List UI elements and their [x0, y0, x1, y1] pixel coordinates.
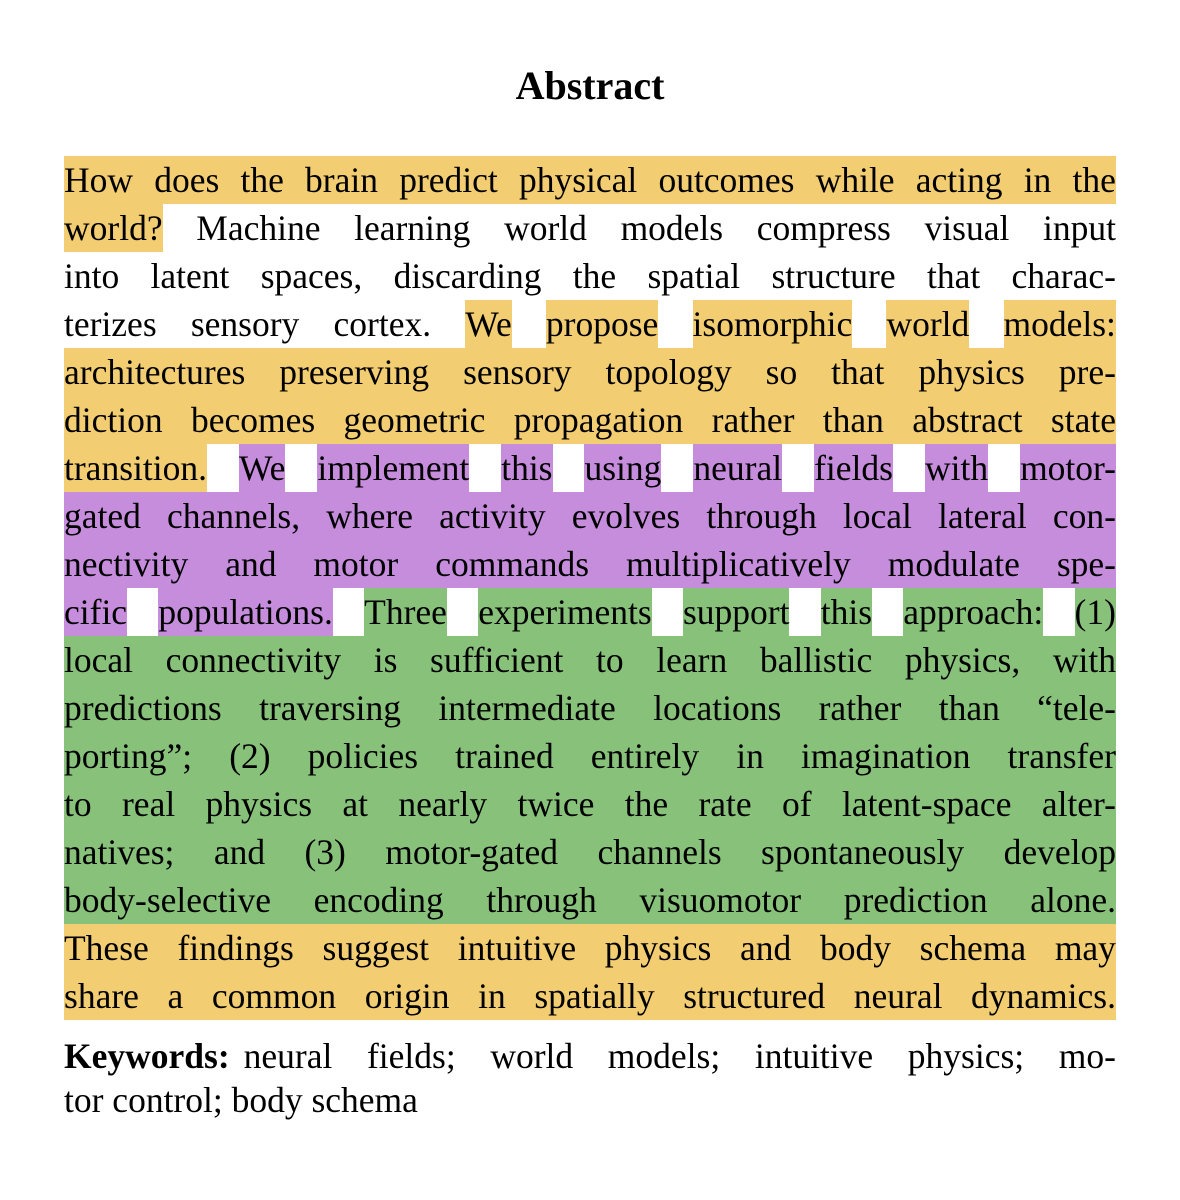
abstract-word: neural [853, 976, 943, 1016]
abstract-word: brain [305, 160, 378, 200]
abstract-word: rather [711, 400, 795, 440]
abstract-word: These [64, 928, 149, 968]
keyword-word: models; [607, 1036, 721, 1076]
abstract-word: geometric [343, 400, 486, 440]
abstract-line [64, 972, 1116, 1020]
abstract-word: outcomes [658, 160, 795, 200]
abstract-word: common [211, 976, 337, 1016]
abstract-word: twice [517, 784, 595, 824]
abstract-word: of [782, 784, 812, 824]
abstract-word: discarding [393, 256, 542, 296]
abstract-word: a [167, 976, 184, 1016]
abstract-word: so [765, 352, 798, 392]
abstract-word: sensory [463, 352, 572, 392]
abstract-word: world? [64, 204, 163, 252]
abstract-word: may [1054, 928, 1116, 968]
abstract-line [64, 348, 1116, 396]
abstract-word: ballistic [759, 640, 873, 680]
abstract-word: suggest [322, 928, 430, 968]
abstract-word: spe- [1056, 544, 1116, 584]
abstract-line [64, 636, 1116, 684]
abstract-word: (3) [304, 832, 346, 872]
abstract-word: at [342, 784, 369, 824]
keyword-word: fields; [366, 1036, 456, 1076]
abstract-word: that [831, 352, 885, 392]
abstract-line [64, 444, 1116, 492]
abstract-body [64, 156, 1116, 1020]
abstract-word: the [1072, 160, 1116, 200]
abstract-word: trained [455, 736, 554, 776]
abstract-word: with [1052, 640, 1116, 680]
abstract-word: becomes [190, 400, 316, 440]
abstract-line [64, 540, 1116, 588]
abstract-word: with [925, 444, 988, 492]
keywords-text: tor control; body schema [64, 1080, 418, 1120]
abstract-word: experiments [478, 588, 652, 636]
keywords-text [244, 1034, 1116, 1078]
abstract-word: intermediate [438, 688, 616, 728]
abstract-word: share [64, 976, 139, 1016]
abstract-word: approach: [903, 588, 1043, 636]
abstract-word: predict [399, 160, 498, 200]
abstract-word: encoding [313, 880, 444, 920]
abstract-word: isomorphic [693, 300, 853, 348]
abstract-word: state [1050, 400, 1116, 440]
abstract-word: compress [756, 208, 891, 248]
abstract-word: this [821, 588, 872, 636]
abstract-word: this [501, 444, 552, 492]
abstract-line [64, 156, 1116, 204]
abstract-word: lateral [938, 496, 1027, 536]
abstract-word: local [64, 640, 133, 680]
abstract-word: rate [698, 784, 752, 824]
abstract-word: than [822, 400, 884, 440]
abstract-word: body-selective [64, 880, 272, 920]
abstract-word: physics [918, 352, 1025, 392]
abstract-word: topology [605, 352, 732, 392]
abstract-word: porting”; [64, 736, 193, 776]
abstract-word: local [842, 496, 912, 536]
abstract-word: prediction [843, 880, 988, 920]
abstract-word: while [815, 160, 895, 200]
abstract-word: latent [150, 256, 230, 296]
abstract-word: charac- [1011, 256, 1116, 296]
abstract-word: models [620, 208, 724, 248]
abstract-word: learn [656, 640, 728, 680]
keywords-section [64, 1034, 1116, 1122]
abstract-word: than [938, 688, 1000, 728]
abstract-word: latent-space [841, 784, 1012, 824]
abstract-word: transfer [1007, 736, 1116, 776]
keyword-word: neural [243, 1036, 333, 1076]
abstract-word: physics [604, 928, 712, 968]
abstract-word: imagination [800, 736, 971, 776]
abstract-word: alter- [1041, 784, 1116, 824]
abstract-word: cific [64, 588, 127, 636]
abstract-word: (1) [1075, 588, 1116, 636]
abstract-word: pre- [1058, 352, 1116, 392]
abstract-word: rather [818, 688, 902, 728]
abstract-word: abstract [912, 400, 1023, 440]
abstract-word: transition. [64, 444, 207, 492]
abstract-word: propagation [513, 400, 684, 440]
abstract-word: channels, [167, 496, 301, 536]
abstract-word: to [596, 640, 624, 680]
abstract-word: How [64, 160, 134, 200]
abstract-word: nectivity [64, 544, 189, 584]
abstract-word: develop [1003, 832, 1116, 872]
abstract-line [64, 732, 1116, 780]
abstract-word: through [706, 496, 817, 536]
abstract-word: nearly [398, 784, 488, 824]
keywords-line [64, 1078, 1116, 1122]
abstract-word: body [819, 928, 891, 968]
abstract-word: alone. [1030, 880, 1116, 920]
abstract-line [64, 300, 1116, 348]
abstract-word: channels [597, 832, 722, 872]
abstract-word: modulate [887, 544, 1020, 584]
abstract-word: neural [693, 444, 782, 492]
abstract-word: spatially [534, 976, 655, 1016]
abstract-word: predictions [64, 688, 222, 728]
keyword-word: physics; [907, 1036, 1025, 1076]
abstract-line [64, 828, 1116, 876]
abstract-word: visuomotor [639, 880, 802, 920]
abstract-word: in [478, 976, 506, 1016]
abstract-word: Three [364, 588, 447, 636]
abstract-word: using [584, 444, 661, 492]
abstract-line [64, 780, 1116, 828]
abstract-word: and [213, 832, 266, 872]
abstract-word: spontaneously [761, 832, 965, 872]
abstract-line [64, 252, 1116, 300]
abstract-word: to [64, 784, 92, 824]
abstract-word: the [240, 160, 284, 200]
abstract-line [64, 876, 1116, 924]
abstract-word: connectivity [165, 640, 342, 680]
abstract-word: sufficient [430, 640, 564, 680]
abstract-word: in [736, 736, 764, 776]
abstract-word: motor-gated [385, 832, 559, 872]
abstract-word: physical [518, 160, 638, 200]
abstract-word: propose [546, 300, 658, 348]
abstract-word: sensory [190, 304, 300, 344]
abstract-word: physics, [904, 640, 1021, 680]
abstract-word: and [739, 928, 792, 968]
abstract-word: spatial [647, 256, 741, 296]
abstract-word: findings [177, 928, 294, 968]
keywords-line [64, 1034, 1116, 1078]
abstract-line [64, 396, 1116, 444]
abstract-word: We [465, 300, 511, 348]
abstract-word: natives; [64, 832, 175, 872]
abstract-word: structured [683, 976, 826, 1016]
abstract-word: locations [653, 688, 782, 728]
abstract-word: architectures [64, 352, 246, 392]
abstract-word: input [1043, 208, 1116, 248]
abstract-word: models: [1004, 300, 1116, 348]
abstract-line [64, 204, 1116, 252]
abstract-word: learning [354, 208, 471, 248]
abstract-word: dynamics. [971, 976, 1116, 1016]
abstract-word: gated [64, 496, 141, 536]
abstract-word: traversing [259, 688, 402, 728]
abstract-word: preserving [279, 352, 430, 392]
abstract-word: real [121, 784, 176, 824]
abstract-word: multiplicatively [625, 544, 851, 584]
abstract-line [64, 924, 1116, 972]
abstract-word: structure [771, 256, 896, 296]
abstract-word: We [239, 444, 285, 492]
abstract-word: implement [317, 444, 469, 492]
abstract-word: entirely [590, 736, 700, 776]
abstract-line [64, 588, 1116, 636]
abstract-word: “tele- [1037, 688, 1116, 728]
abstract-word: con- [1052, 496, 1116, 536]
abstract-word: physics [205, 784, 313, 824]
abstract-word: visual [924, 208, 1010, 248]
keyword-word: mo- [1058, 1036, 1116, 1076]
abstract-word: origin [364, 976, 450, 1016]
abstract-word: cortex. [333, 304, 432, 344]
abstract-word: intuitive [457, 928, 577, 968]
abstract-word: fields [814, 444, 893, 492]
abstract-title: Abstract [515, 63, 665, 108]
keyword-word: world [490, 1036, 574, 1076]
abstract-word: where [326, 496, 413, 536]
abstract-word: schema [919, 928, 1027, 968]
abstract-word: and [225, 544, 277, 584]
abstract-word: diction [64, 400, 163, 440]
abstract-word: the [572, 256, 617, 296]
abstract-word: commands [435, 544, 590, 584]
abstract-word: world [886, 300, 969, 348]
abstract-word: world [504, 208, 587, 248]
abstract-word: populations. [158, 588, 333, 636]
abstract-word: terizes [64, 304, 157, 344]
abstract-line [64, 492, 1116, 540]
abstract-word: motor [313, 544, 399, 584]
abstract-line [64, 684, 1116, 732]
abstract-word: the [624, 784, 669, 824]
abstract-word: that [926, 256, 981, 296]
abstract-word: does [154, 160, 220, 200]
abstract-word: policies [307, 736, 419, 776]
abstract-word: through [486, 880, 597, 920]
abstract-word: activity [439, 496, 546, 536]
abstract-word: in [1023, 160, 1052, 200]
abstract-word: spaces, [260, 256, 363, 296]
abstract-word: into [64, 256, 120, 296]
keyword-word: intuitive [754, 1036, 874, 1076]
keywords-label: Keywords: [64, 1036, 230, 1076]
abstract-word: support [683, 588, 790, 636]
abstract-word: (2) [229, 736, 271, 776]
abstract-word: acting [915, 160, 1003, 200]
abstract-word: is [373, 640, 398, 680]
abstract-word: motor- [1020, 444, 1116, 492]
abstract-word: Machine [196, 208, 321, 248]
abstract-word: evolves [571, 496, 681, 536]
